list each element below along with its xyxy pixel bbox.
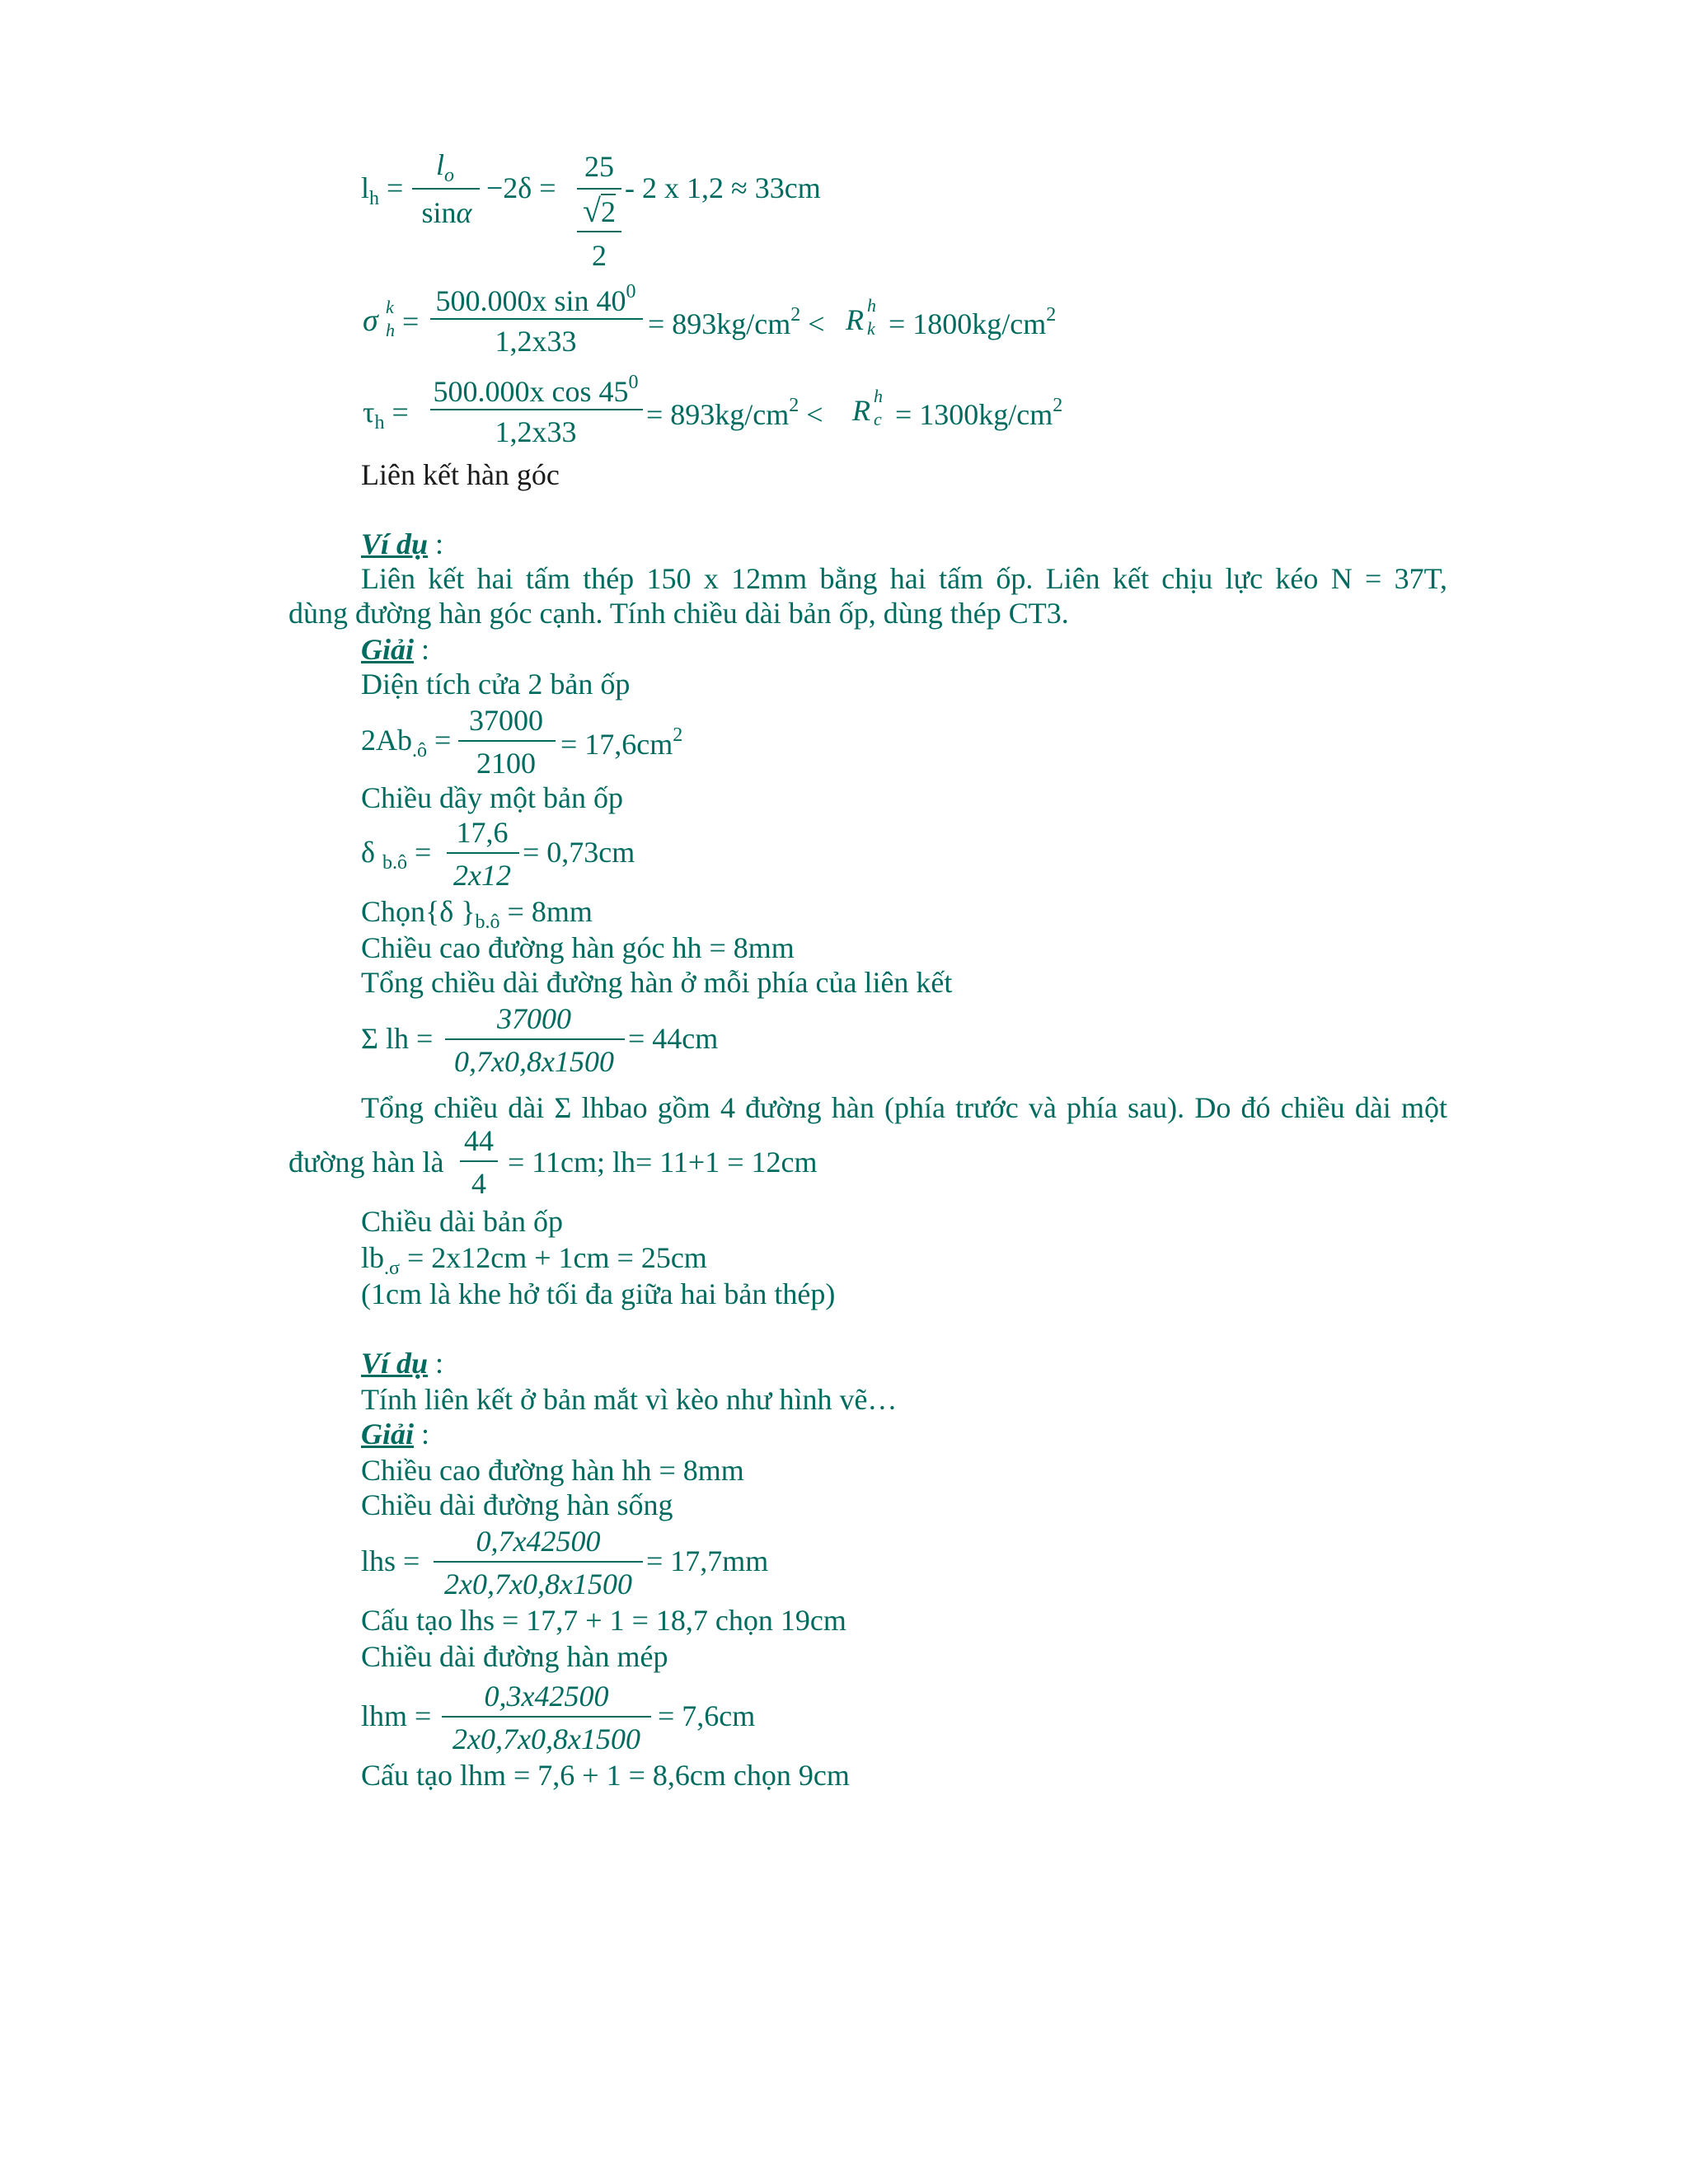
solution-heading: Giải :: [361, 1418, 430, 1451]
lh-label: $l_h$ =: [361, 171, 404, 209]
fraction-bar: [460, 1160, 498, 1162]
problem-line-1: Tính liên kết ở bản mắt vì kèo như hình vẽ…: [361, 1383, 898, 1416]
sum-lh-result: = 44cm: [628, 1022, 719, 1055]
sum-lh-numerator: 37000: [497, 1002, 571, 1035]
sigma-result: = $893kg/cm^2$ <: [648, 304, 825, 340]
lh-numerator-2: 25: [584, 150, 614, 183]
fraction-bar: [577, 231, 621, 232]
sum-lh-denominator: 0,7x0,8x1500: [454, 1045, 614, 1078]
problem-line-2: dùng đường hàn góc cạnh. Tính chiều dài bản ốp, dùng thép CT3.: [288, 597, 1069, 630]
area-lhs: $2Ab_{.ô}$ =: [361, 724, 452, 762]
fraction-bar: [447, 852, 519, 854]
R-sup: h: [867, 295, 876, 316]
equals: =: [402, 305, 420, 338]
step-thickness: Chiều dầy một bản ốp: [361, 781, 623, 814]
solution-heading: Giải :: [361, 633, 430, 666]
example-heading: Ví dụ :: [361, 1347, 444, 1380]
fraction-bar: [445, 1038, 625, 1040]
sqrt-denominator: 2: [592, 239, 607, 272]
sigma-sup: k: [386, 297, 394, 317]
area-denominator: 2100: [476, 747, 536, 780]
example-heading: Ví dụ :: [361, 527, 444, 560]
sigma-denominator: 1,2x33: [495, 325, 577, 358]
fraction-bar: [442, 1716, 651, 1718]
R-symbol: R: [852, 394, 870, 427]
lhm-denominator: 2x0,7x0,8x1500: [452, 1722, 640, 1755]
thickness-result: = 0,73cm: [523, 836, 635, 869]
problem-line-1: Liên kết hai tấm thép 150 x 12mm bằng hai tấm ốp. Liên kết chịu lực kéo N = 37T,: [361, 562, 1447, 595]
per-weld-numerator: 44: [464, 1124, 494, 1157]
area-result: = $17,6cm^2$: [560, 724, 683, 761]
step-lhm-design: Cấu tạo lhm = 7,6 + 1 = 8,6cm chọn 9cm: [361, 1759, 850, 1792]
tau-result: = $893kg/cm^2$ <: [646, 395, 823, 431]
step-edge-weld: Chiều dài đường hàn mép: [361, 1640, 668, 1673]
fraction-bar: [434, 1561, 643, 1563]
tau-denominator: 1,2x33: [495, 415, 577, 448]
lhm-result: = 7,6cm: [658, 1699, 756, 1732]
fraction-bar: [430, 318, 643, 320]
sigma-symbol: σ: [363, 303, 378, 338]
fraction-bar: [430, 409, 643, 410]
step-choose-thickness: Chọn{δ }$_{b.ô} = 8mm$: [361, 895, 593, 933]
fraction-bar: [412, 188, 480, 190]
thickness-denominator: 2x12: [453, 859, 511, 892]
R-sup: h: [874, 386, 883, 406]
tau-numerator: 500.000x $\cos 45^0$: [433, 372, 639, 408]
per-weld-result: = 11cm; lh= 11+1 = 12cm: [508, 1146, 818, 1179]
section-lien-ket-han-goc: Liên kết hàn góc: [361, 458, 560, 491]
sqrt-expression: √2: [583, 192, 616, 229]
sum-lh-lhs: Σ lh =: [361, 1022, 434, 1055]
step-spine-weld: Chiều dài đường hàn sống: [361, 1488, 673, 1521]
R-symbol: R: [846, 303, 864, 336]
step-area: Diện tích cửa 2 bản ốp: [361, 668, 631, 701]
step-weld-height: Chiều cao đường hàn góc hh = 8mm: [361, 931, 795, 964]
explain-line-2: đường hàn là: [288, 1146, 444, 1179]
lhs-denominator: 2x0,7x0,8x1500: [444, 1568, 632, 1601]
sigma-numerator: 500.000x $\sin 40^0$: [435, 281, 636, 317]
lhm-numerator: 0,3x42500: [484, 1680, 609, 1713]
step-weld-height: Chiều cao đường hàn hh = 8mm: [361, 1454, 744, 1487]
plate-length-formula: $lb_{.\sigma} = 2x12cm + 1cm = 25cm$: [361, 1241, 707, 1279]
thickness-numerator: 17,6: [456, 816, 509, 849]
step-total-length: Tổng chiều dài đường hàn ở mỗi phía của liên kết: [361, 966, 953, 999]
fraction-bar: [577, 188, 621, 190]
lhs-result: = 17,7mm: [646, 1544, 769, 1577]
lh-denominator: sinα: [421, 196, 472, 229]
sqrt-icon: √: [583, 192, 601, 229]
fraction-bar: [458, 740, 556, 742]
lhs-lhs: lhs =: [361, 1544, 420, 1577]
lhm-lhs: lhm =: [361, 1699, 432, 1732]
lh-numerator: $l_o$: [435, 148, 454, 186]
sigma-sub: h: [386, 320, 395, 340]
tau-limit: = $1300kg/cm^2$: [895, 395, 1063, 431]
area-numerator: 37000: [469, 704, 543, 737]
tau-label: $\tau_h$ =: [363, 396, 409, 434]
sigma-limit: = $1800kg/cm^2$: [889, 304, 1057, 340]
lh-result: - 2 x 1,2 ≈ 33cm: [625, 171, 821, 204]
per-weld-denominator: 4: [471, 1167, 486, 1200]
lhs-numerator: 0,7x42500: [476, 1525, 601, 1558]
R-sub: k: [867, 318, 875, 339]
gap-note: (1cm là khe hở tối đa giữa hai bản thép): [361, 1277, 836, 1310]
step-plate-length: Chiều dài bản ốp: [361, 1205, 563, 1238]
step-lhs-design: Cấu tạo lhs = 17,7 + 1 = 18,7 chọn 19cm: [361, 1604, 846, 1637]
R-sub: c: [874, 409, 882, 429]
thickness-lhs: δ $_{b.ô}$ =: [361, 836, 432, 874]
minus-2-delta: −2δ =: [486, 171, 556, 204]
explain-line-1: Tổng chiều dài Σ lhbao gồm 4 đường hàn (phía trước và phía sau). Do đó chiều dài một: [361, 1091, 1447, 1124]
